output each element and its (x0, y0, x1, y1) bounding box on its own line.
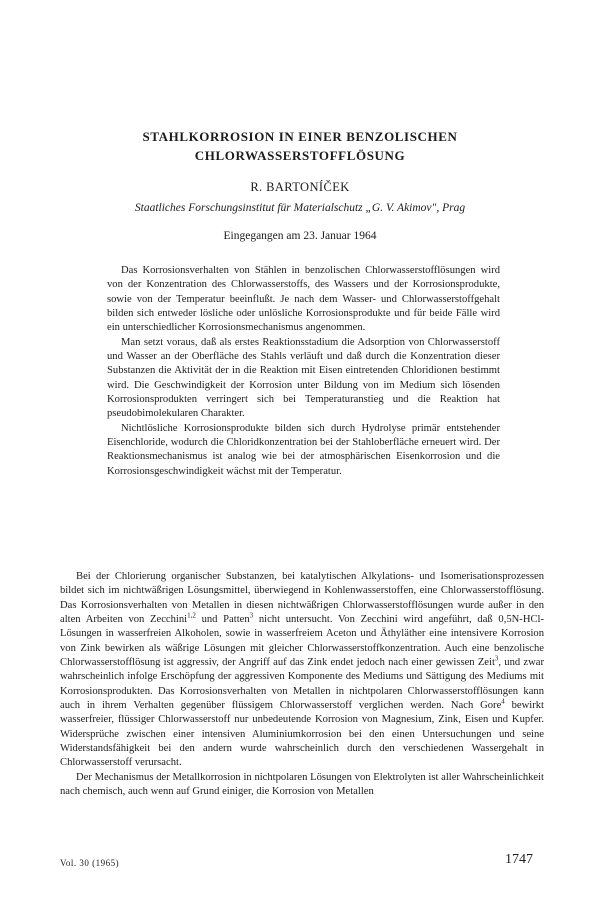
body-paragraph-2: Der Mechanismus der Metallkorrosion in nichtpolaren Lösungen von Elektrolyten ist aller Wahrscheinlichkeit nach chemisch, auch wenn auf Grund einiger, die Korrosion von Metallen (60, 771, 544, 798)
main-text (60, 570, 544, 800)
received-date: Eingegangen am 23. Januar 1964 (223, 230, 377, 242)
abstract (107, 264, 500, 479)
citation-ref: 4 (501, 697, 505, 706)
journal-volume: Vol. 30 (1965) (60, 858, 120, 868)
body-text-segment: bewirkt wasserfreier, flüssiger Chlorwasserstoff nur unbedeutende Korrosion von Magnesium, Zink, Eisen und Kupfer. Widersprüche zwischen einer intensiven Aluminiumkorrosion bei den einen Untersuchungen und seine Widerstandsfähigkeit bei den andern wurde wahrscheinlich durch den verschiedenen Wassergehalt in Chlorwasserstoff verursacht. (60, 700, 544, 769)
abstract-paragraph: Das Korrosionsverhalten von Stählen in benzolischen Chlorwasserstofflösungen wird von der Konzentration des Chlorwasserstoffs, des Wassers und der Korrosionsprodukte, sowie von der Temperatur beeinflußt. Je nach dem Wasser- und Chlorwasserstoffgehalt bilden sich entweder lösliche oder unlösliche Korrosionsprodukte und für beide Fälle wird ein unterschiedlicher Korrosionsmechanismus angenommen. (107, 265, 500, 334)
article-title-line2: CHLORWASSERSTOFFLÖSUNG (194, 148, 406, 163)
author-name: R. BARTONÍČEK (250, 180, 350, 194)
body-text-segment: und Patten (195, 614, 250, 626)
citation-ref: 3 (494, 654, 499, 663)
body-text-segment: nicht untersucht. Von Zecchini wird angeführt, daß 0,5N-HCl-Lösungen in wasserfreien Alkoholen, sowie in wasserfreiem Aceton und Äthyläther eine intensivere Korrosion von Zink bewirken als wäßrige Lösungen mit gleicher Chlorwasserstoffkonzentration. Auch eine benzolische Chlorwasserstofflösung ist aggressiv, der Angriff auf das Zink endet jedoch nach einer gewissen Zeit (60, 614, 545, 669)
body-text-segment: Bei der Chlorierung organischer Substanzen, bei katalytischen Alkylations- und Isomerisationsprozessen bildet sich im nichtwäßrigen Lösungsmittel, überwiegend in Kohlenwasserstoffen, eine Chlorwasserstofflösung. Das Korrosionsverhalten von Metallen in diesen nichtwäßrigen Chlorwasserstofflösungen wurde außer in den alten Arbeiten von Zecchini (60, 571, 544, 626)
body-text-segment: , und zwar wahrscheinlich infolge Erschöpfung der aggressiven Komponente des Mediums und Sättigung des Mediums mit Korrosionsprodukten. Das Korrosionsverhalten von Metallen in nichtpolaren Chlorwasserstofflösungen kann auch in ihrem Verhalten gegenüber flüssigem Chlorwasserstoff verglichen werden. Nach Gore (60, 657, 544, 712)
abstract-paragraph: Man setzt voraus, daß als erstes Reaktionsstadium die Adsorption von Chlorwasserstoff und Wasser an der Oberfläche des Stahls verläuft und daß durch die Konzentration dieser Substanzen die Aktivität der in die Reaktion mit Eisen eintretenden Chloridionen bestimmt wird. Die Geschwindigkeit der Korrosion unter Bildung von im Medium sich lösenden Korrosionsprodukten verringert sich bei Temperaturanstieg und die Reaktion hat pseudobimolekularen Charakter. (107, 336, 500, 420)
article-title-line1: STAHLKORROSION IN EINER BENZOLISCHEN (142, 129, 458, 144)
citation-ref: 1,2 (187, 611, 196, 620)
body-paragraph-1 (60, 570, 544, 771)
citation-ref: 3 (249, 611, 254, 620)
page-number: 1747 (505, 852, 533, 867)
abstract-paragraph: Nichtlösliche Korrosionsprodukte bilden sich durch Hydrolyse primär entstehender Eisenchloride, wodurch die Chloridkonzentration bei der Stahloberfläche erneuert wird. Der Reaktionsmechanismus ist analog wie bei der atmosphärischen Eisenkorrosion und die Korrosionsgeschwindigkeit wächst mit der Temperatur. (107, 422, 500, 477)
author-affiliation: Staatliches Forschungsinstitut für Materialschutz „G. V. Akimov", Prag (134, 202, 466, 214)
